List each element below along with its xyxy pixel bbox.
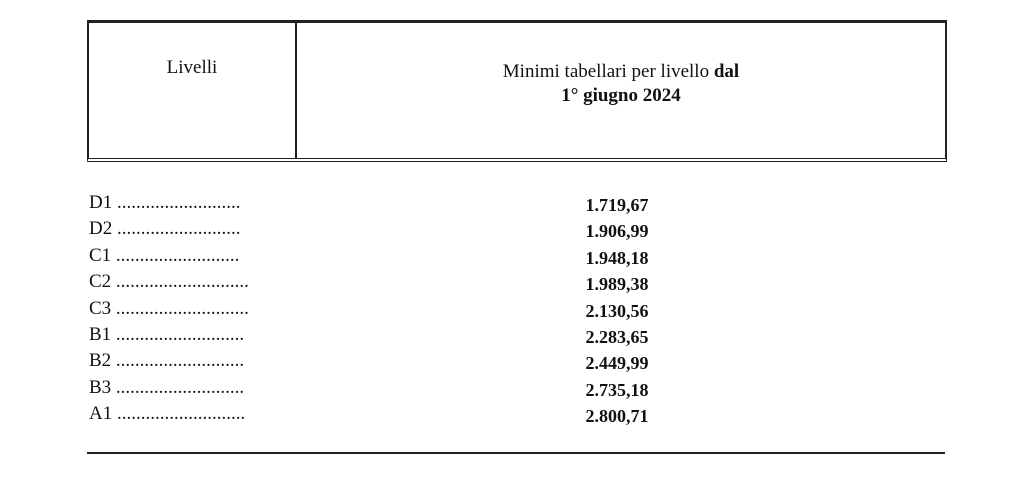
header-minimums-line1 [297,60,945,84]
level-value: 2.449,99 [585,353,649,374]
table-row [87,375,947,401]
table-row [87,269,947,295]
table-row [87,216,947,242]
level-value: 1.989,38 [585,274,649,295]
level-value: 2.800,71 [585,406,649,427]
level-value: 1.906,99 [585,221,649,242]
level-label: B3 ........................... [89,376,245,398]
level-value: 2.130,56 [585,300,649,321]
level-label: C1 .......................... [89,244,240,266]
header-minimums-date: 1° giugno 2024 [561,85,681,106]
table-row [87,296,947,322]
table-row [87,348,947,374]
table-row [87,401,947,427]
level-label: B1 ........................... [89,323,245,345]
level-value: 2.735,18 [585,379,649,400]
table-header [87,20,947,162]
level-value: 2.283,65 [585,326,649,347]
table-row [87,190,947,216]
level-label: A1 ........................... [89,403,246,425]
levels-list [87,190,947,428]
level-label: C3 ............................ [89,297,249,319]
level-value: 1.948,18 [585,247,649,268]
table-row [87,322,947,348]
header-minimums [297,60,945,108]
level-label: C2 ............................ [89,271,249,293]
level-value: 1.719,67 [585,195,649,215]
level-label: B2 ........................... [89,350,245,372]
table-row [87,243,947,269]
level-label: D2 .......................... [89,218,241,240]
header-minimums-text: Minimi tabellari per livello [502,61,710,82]
level-label: D1 .......................... [89,192,241,213]
header-minimums-bold: dal [713,61,740,82]
header-levels: Livelli [166,57,218,78]
bottom-rule [87,452,945,454]
